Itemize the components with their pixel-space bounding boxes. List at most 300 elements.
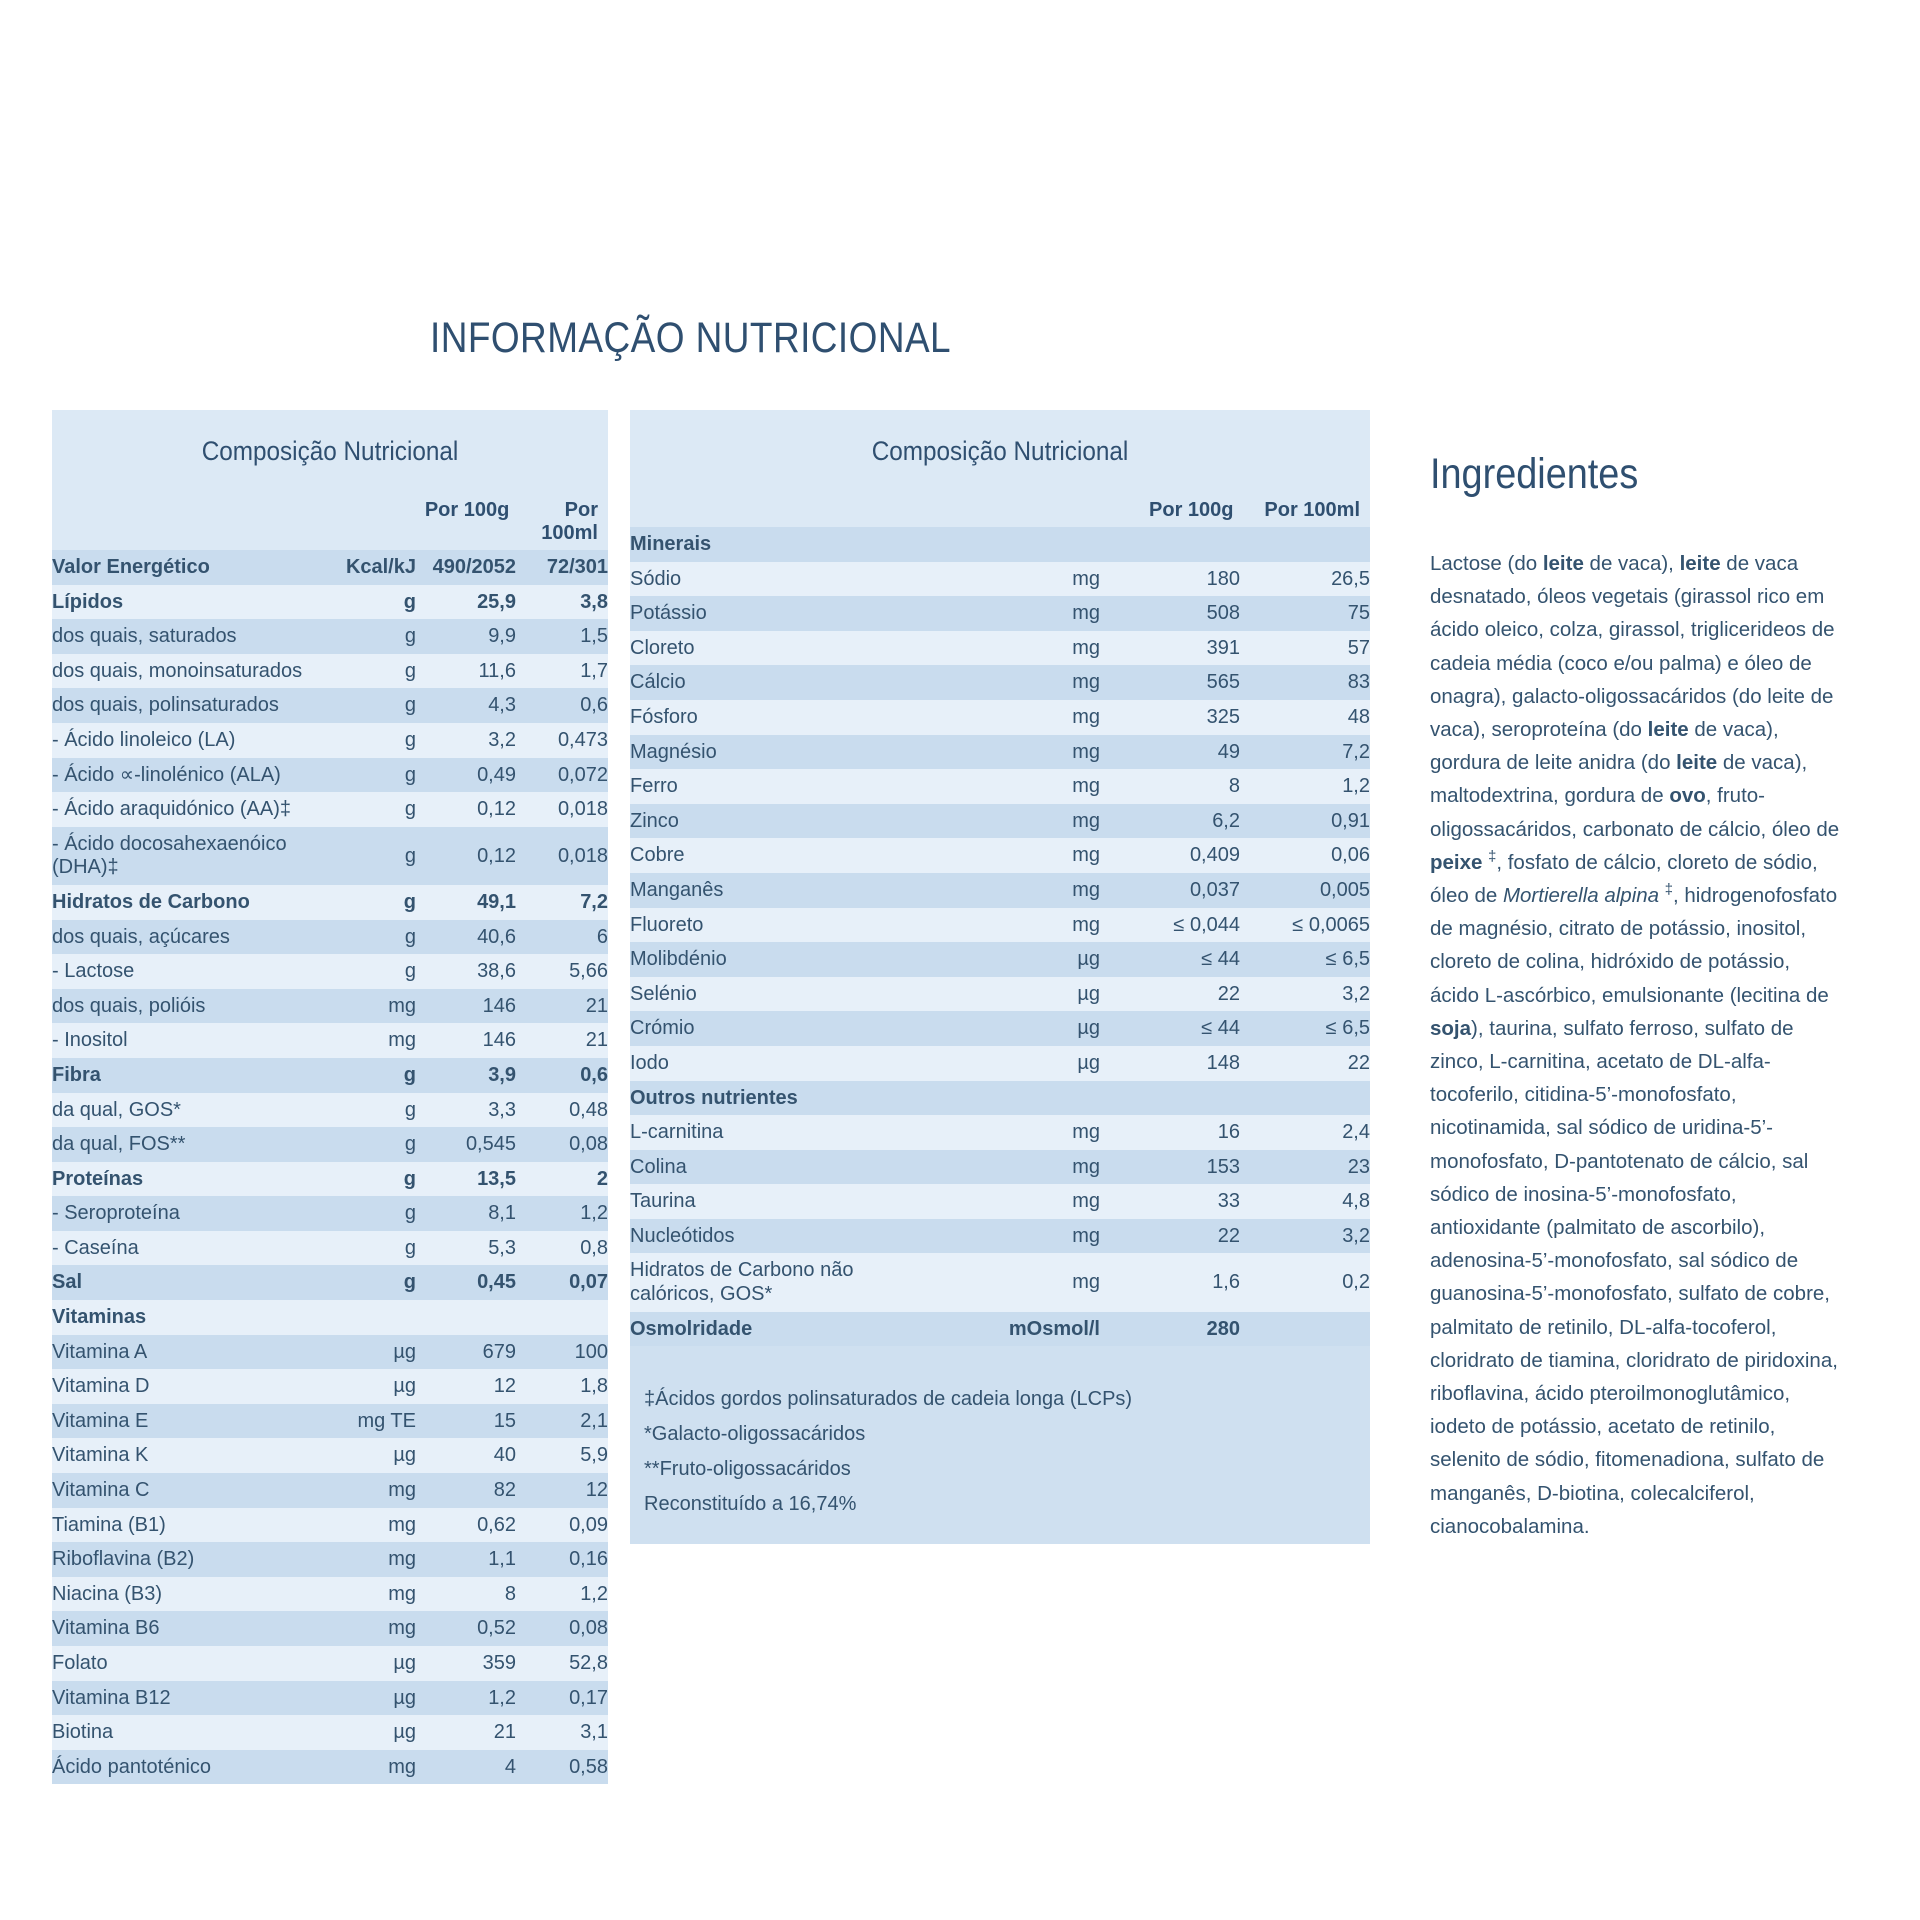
nutrition-table-right (630, 527, 1370, 1346)
row-unit: g (342, 920, 416, 955)
table-row (52, 1438, 608, 1473)
row-nutrient-name: Manganês (630, 873, 940, 908)
row-value-per-100ml: ≤ 6,5 (1240, 1011, 1370, 1046)
row-nutrient-name: Cloreto (630, 631, 940, 666)
table-row (630, 977, 1370, 1012)
row-value-per-100ml: 100 (516, 1335, 608, 1370)
row-unit: g (342, 827, 416, 885)
table-row (52, 1093, 608, 1128)
row-value-per-100ml: 0,17 (516, 1681, 608, 1716)
row-nutrient-name: Proteínas (52, 1162, 342, 1197)
row-nutrient-name: Minerais (630, 527, 940, 562)
row-value-per-100g: 22 (1100, 1219, 1240, 1254)
row-value-per-100g: 0,409 (1100, 838, 1240, 873)
row-value-per-100ml: 7,2 (516, 885, 608, 920)
table-row (630, 1115, 1370, 1150)
nutrition-table-left-panel (52, 410, 608, 1784)
row-value-per-100g: 146 (416, 989, 516, 1024)
row-nutrient-name: da qual, FOS** (52, 1127, 342, 1162)
row-value-per-100g: 82 (416, 1473, 516, 1508)
row-unit: g (342, 619, 416, 654)
notes-spacer (644, 1372, 1370, 1382)
table-row (52, 688, 608, 723)
row-value-per-100g: 280 (1100, 1312, 1240, 1347)
row-value-per-100ml: 0,018 (516, 792, 608, 827)
table-row (630, 1312, 1370, 1347)
footnote-line: **Fruto-oligossacáridos (644, 1458, 851, 1481)
table-row (52, 1335, 608, 1370)
row-value-per-100g: 1,6 (1100, 1253, 1240, 1311)
row-value-per-100ml: 7,2 (1240, 735, 1370, 770)
row-nutrient-name: - Ácido araquidónico (AA)‡ (52, 792, 342, 827)
table-row (52, 1508, 608, 1543)
row-value-per-100g: 153 (1100, 1150, 1240, 1185)
row-value-per-100ml (516, 1300, 608, 1335)
row-unit: µg (940, 1011, 1100, 1046)
row-nutrient-name: da qual, GOS* (52, 1093, 342, 1128)
row-unit: mg (940, 1115, 1100, 1150)
table-row (630, 1081, 1370, 1116)
row-value-per-100g: 0,49 (416, 758, 516, 793)
row-nutrient-name: Biotina (52, 1715, 342, 1750)
row-nutrient-name: Vitamina K (52, 1438, 342, 1473)
row-value-per-100ml: 0,06 (1240, 838, 1370, 873)
row-value-per-100ml: 48 (1240, 700, 1370, 735)
row-value-per-100g (1100, 1081, 1240, 1116)
row-value-per-100ml: 0,473 (516, 723, 608, 758)
row-value-per-100g: 21 (416, 1715, 516, 1750)
row-unit: mg (940, 1219, 1100, 1254)
table-row (52, 1577, 608, 1612)
row-value-per-100ml: 0,6 (516, 688, 608, 723)
table-row (52, 758, 608, 793)
row-unit: g (342, 1127, 416, 1162)
row-unit: mg (342, 1023, 416, 1058)
row-value-per-100g: 325 (1100, 700, 1240, 735)
table-row (630, 873, 1370, 908)
table-row (52, 1646, 608, 1681)
row-unit: mg (342, 1508, 416, 1543)
row-nutrient-name: Valor Energético (52, 550, 342, 585)
table-left-caption: Composição Nutricional (201, 436, 459, 466)
row-unit: mg (940, 873, 1100, 908)
row-value-per-100g: 508 (1100, 596, 1240, 631)
table-row (630, 804, 1370, 839)
column-header-per-100g: Por 100g (1149, 499, 1234, 521)
row-unit (940, 1081, 1100, 1116)
row-unit: mg (342, 1577, 416, 1612)
row-value-per-100g: ≤ 0,044 (1100, 908, 1240, 943)
row-value-per-100ml: 21 (516, 989, 608, 1024)
row-value-per-100g: 359 (416, 1646, 516, 1681)
row-value-per-100g: 49,1 (416, 885, 516, 920)
row-value-per-100ml: 3,2 (1240, 977, 1370, 1012)
row-value-per-100ml: 0,91 (1240, 804, 1370, 839)
row-value-per-100ml: 0,2 (1240, 1253, 1370, 1311)
row-value-per-100g: 9,9 (416, 619, 516, 654)
row-nutrient-name: - Ácido ∝-linolénico (ALA) (52, 758, 342, 793)
row-unit: µg (342, 1369, 416, 1404)
row-value-per-100g: 3,9 (416, 1058, 516, 1093)
table-row (52, 1369, 608, 1404)
table-row (630, 700, 1370, 735)
row-value-per-100g: 565 (1100, 665, 1240, 700)
row-value-per-100g: 12 (416, 1369, 516, 1404)
row-unit: g (342, 1058, 416, 1093)
table-row (52, 885, 608, 920)
row-value-per-100g: 148 (1100, 1046, 1240, 1081)
table-row (52, 1196, 608, 1231)
row-value-per-100ml: 1,2 (1240, 769, 1370, 804)
table-row (630, 527, 1370, 562)
row-value-per-100ml: 5,66 (516, 954, 608, 989)
page-title: INFORMAÇÃO NUTRICIONAL (430, 314, 952, 362)
row-nutrient-name: Ácido pantoténico (52, 1750, 342, 1785)
row-unit: mg (940, 908, 1100, 943)
row-nutrient-name: dos quais, monoinsaturados (52, 654, 342, 689)
row-nutrient-name: Molibdénio (630, 942, 940, 977)
row-value-per-100ml: 0,07 (516, 1265, 608, 1300)
column-header-unit (342, 499, 413, 545)
row-unit (342, 1300, 416, 1335)
row-nutrient-name: dos quais, saturados (52, 619, 342, 654)
table-row (630, 769, 1370, 804)
row-nutrient-name: Fibra (52, 1058, 342, 1093)
row-unit: µg (342, 1646, 416, 1681)
table-row (52, 792, 608, 827)
row-value-per-100ml (1240, 1312, 1370, 1347)
row-unit: g (342, 1162, 416, 1197)
row-nutrient-name: Sódio (630, 562, 940, 597)
row-nutrient-name: Nucleótidos (630, 1219, 940, 1254)
row-nutrient-name: Outros nutrientes (630, 1081, 940, 1116)
row-value-per-100ml: 23 (1240, 1150, 1370, 1185)
row-value-per-100g: 38,6 (416, 954, 516, 989)
row-value-per-100ml: 0,6 (516, 1058, 608, 1093)
row-nutrient-name: Selénio (630, 977, 940, 1012)
row-nutrient-name: - Ácido docosahexaenóico (DHA)‡ (52, 827, 342, 885)
row-value-per-100g: 11,6 (416, 654, 516, 689)
table-row (630, 596, 1370, 631)
row-unit: g (342, 1265, 416, 1300)
row-nutrient-name: Zinco (630, 804, 940, 839)
row-nutrient-name: Folato (52, 1646, 342, 1681)
row-unit: mg (940, 596, 1100, 631)
column-header-name (640, 499, 942, 522)
row-unit: µg (342, 1681, 416, 1716)
row-value-per-100ml: 0,8 (516, 1231, 608, 1266)
row-nutrient-name: Vitamina A (52, 1335, 342, 1370)
table-row (52, 1162, 608, 1197)
row-unit: mg (940, 1184, 1100, 1219)
row-unit: mg (940, 700, 1100, 735)
row-unit: g (342, 585, 416, 620)
row-unit: mg TE (342, 1404, 416, 1439)
row-unit: g (342, 885, 416, 920)
row-value-per-100ml: ≤ 6,5 (1240, 942, 1370, 977)
table-row (52, 1023, 608, 1058)
row-value-per-100ml: 3,1 (516, 1715, 608, 1750)
row-value-per-100ml: 0,08 (516, 1611, 608, 1646)
row-unit: mg (940, 769, 1100, 804)
table-row (630, 735, 1370, 770)
row-unit: mg (940, 1150, 1100, 1185)
table-row (52, 1231, 608, 1266)
row-nutrient-name: Vitamina B12 (52, 1681, 342, 1716)
table-row (630, 1184, 1370, 1219)
row-nutrient-name: Vitamina D (52, 1369, 342, 1404)
table-row (52, 1127, 608, 1162)
row-value-per-100ml: 0,005 (1240, 873, 1370, 908)
row-value-per-100ml: ≤ 0,0065 (1240, 908, 1370, 943)
row-unit: g (342, 1093, 416, 1128)
footnote-line: ‡Ácidos gordos polinsaturados de cadeia longa (LCPs) (644, 1388, 1133, 1411)
row-nutrient-name: Potássio (630, 596, 940, 631)
row-value-per-100ml (1240, 1081, 1370, 1116)
row-unit: µg (940, 942, 1100, 977)
row-value-per-100g: 0,52 (416, 1611, 516, 1646)
table-row (52, 954, 608, 989)
row-unit: mg (940, 804, 1100, 839)
ingredients-panel (1430, 450, 1840, 1543)
row-value-per-100ml: 2,1 (516, 1404, 608, 1439)
ingredients-heading: Ingredientes (1430, 450, 1639, 498)
table-row (630, 1219, 1370, 1254)
row-value-per-100ml: 1,2 (516, 1577, 608, 1612)
row-nutrient-name: Lípidos (52, 585, 342, 620)
table-row (52, 723, 608, 758)
row-value-per-100ml: 4,8 (1240, 1184, 1370, 1219)
row-nutrient-name: Cálcio (630, 665, 940, 700)
row-unit: mg (940, 838, 1100, 873)
row-unit: g (342, 723, 416, 758)
row-unit: µg (342, 1715, 416, 1750)
row-unit: g (342, 758, 416, 793)
table-row (52, 1681, 608, 1716)
row-value-per-100g: ≤ 44 (1100, 942, 1240, 977)
row-nutrient-name: Cobre (630, 838, 940, 873)
row-value-per-100ml: 22 (1240, 1046, 1370, 1081)
table-row (630, 1046, 1370, 1081)
row-value-per-100ml: 75 (1240, 596, 1370, 631)
row-value-per-100g: 0,12 (416, 792, 516, 827)
row-value-per-100g: 16 (1100, 1115, 1240, 1150)
row-value-per-100g: 33 (1100, 1184, 1240, 1219)
row-nutrient-name: Hidratos de Carbono (52, 885, 342, 920)
table-row (52, 1300, 608, 1335)
row-unit: mg (342, 1473, 416, 1508)
row-unit: mg (342, 989, 416, 1024)
row-value-per-100g: 4,3 (416, 688, 516, 723)
row-value-per-100g: 40,6 (416, 920, 516, 955)
row-nutrient-name: L-carnitina (630, 1115, 940, 1150)
nutrition-table-right-panel (630, 410, 1370, 1544)
row-value-per-100g: 0,037 (1100, 873, 1240, 908)
row-nutrient-name: Ferro (630, 769, 940, 804)
row-nutrient-name: Hidratos de Carbono não calóricos, GOS* (630, 1253, 940, 1311)
row-unit: µg (940, 977, 1100, 1012)
row-unit: µg (940, 1046, 1100, 1081)
row-value-per-100ml: 2,4 (1240, 1115, 1370, 1150)
table-row (630, 1150, 1370, 1185)
row-nutrient-name: - Ácido linoleico (LA) (52, 723, 342, 758)
table-row (52, 1404, 608, 1439)
row-nutrient-name: Vitaminas (52, 1300, 342, 1335)
table-row (52, 1611, 608, 1646)
row-nutrient-name: Niacina (B3) (52, 1577, 342, 1612)
row-value-per-100g: 3,3 (416, 1093, 516, 1128)
table-row (52, 619, 608, 654)
row-value-per-100ml: 3,2 (1240, 1219, 1370, 1254)
table-row (630, 1253, 1370, 1311)
row-value-per-100g: 146 (416, 1023, 516, 1058)
table-row (630, 1011, 1370, 1046)
row-value-per-100g: 4 (416, 1750, 516, 1785)
column-header-per-100ml: Por 100ml (541, 499, 598, 544)
row-value-per-100g: 15 (416, 1404, 516, 1439)
row-unit: g (342, 792, 416, 827)
row-value-per-100ml: 72/301 (516, 550, 608, 585)
row-value-per-100g: 490/2052 (416, 550, 516, 585)
row-unit: g (342, 1196, 416, 1231)
row-value-per-100g: 5,3 (416, 1231, 516, 1266)
row-nutrient-name: Iodo (630, 1046, 940, 1081)
row-nutrient-name: Riboflavina (B2) (52, 1542, 342, 1577)
row-unit: µg (342, 1438, 416, 1473)
row-value-per-100ml: 5,9 (516, 1438, 608, 1473)
row-unit: mg (940, 735, 1100, 770)
row-nutrient-name: - Seroproteína (52, 1196, 342, 1231)
row-unit: g (342, 654, 416, 689)
row-value-per-100ml: 0,072 (516, 758, 608, 793)
table-footnotes (630, 1346, 1370, 1544)
table-row (52, 920, 608, 955)
footnote-line: Reconstituído a 16,74% (644, 1493, 857, 1516)
row-unit: mg (940, 631, 1100, 666)
table-row (630, 665, 1370, 700)
table-right-column-headers (630, 473, 1370, 527)
row-nutrient-name: - Lactose (52, 954, 342, 989)
row-value-per-100g: 25,9 (416, 585, 516, 620)
table-row (630, 562, 1370, 597)
row-nutrient-name: Vitamina B6 (52, 1611, 342, 1646)
row-value-per-100g: 6,2 (1100, 804, 1240, 839)
row-value-per-100g: 8,1 (416, 1196, 516, 1231)
row-nutrient-name: Fósforo (630, 700, 940, 735)
table-right-caption: Composição Nutricional (871, 436, 1129, 466)
row-nutrient-name: Vitamina E (52, 1404, 342, 1439)
column-header-name (62, 499, 342, 545)
row-unit: mg (342, 1542, 416, 1577)
row-value-per-100g: 679 (416, 1335, 516, 1370)
row-nutrient-name: dos quais, polióis (52, 989, 342, 1024)
row-unit: mg (940, 665, 1100, 700)
table-row (630, 631, 1370, 666)
row-unit: mg (940, 1253, 1100, 1311)
row-unit (940, 527, 1100, 562)
table-row (52, 827, 608, 885)
table-row (52, 1750, 608, 1785)
footnote-line: *Galacto-oligossacáridos (644, 1423, 866, 1446)
row-nutrient-name: Taurina (630, 1184, 940, 1219)
row-value-per-100ml: 52,8 (516, 1646, 608, 1681)
row-unit: g (342, 1231, 416, 1266)
row-nutrient-name: Vitamina C (52, 1473, 342, 1508)
table-row (52, 1265, 608, 1300)
table-row (52, 550, 608, 585)
row-value-per-100ml: 0,58 (516, 1750, 608, 1785)
column-header-per-100g: Por 100g (424, 499, 510, 521)
row-unit: mg (940, 562, 1100, 597)
row-value-per-100g: 0,62 (416, 1508, 516, 1543)
row-value-per-100ml (1240, 527, 1370, 562)
row-value-per-100g: ≤ 44 (1100, 1011, 1240, 1046)
row-unit: mg (342, 1611, 416, 1646)
row-value-per-100g: 0,45 (416, 1265, 516, 1300)
row-value-per-100ml: 57 (1240, 631, 1370, 666)
row-unit: Kcal/kJ (342, 550, 416, 585)
ingredients-text: Lactose (do leite de vaca), leite de vaca desnatado, óleos vegetais (girassol rico em ácido oleico, colza, girassol, triglicerideos de cadeia média (coco e/ou palma) e óleo de onagra), galacto-oligossacáridos (do leite de vaca), seroproteína (do leite de vaca), gordura de leite anidra (do leite de vaca), maltodextrina, gordura de ovo, fruto-oligossacáridos, carbonato de cálcio, óleo de peixe ‡, fosfato de cálcio, cloreto de sódio, óleo de Mortierella alpina ‡, hidrogenofosfato de magnésio, citrato de potássio, inositol, cloreto de colina, hidróxido de potássio, ácido L-ascórbico, emulsionante (lecitina de soja), taurina, sulfato ferroso, sulfato de zinco, L-carnitina, acetato de DL-alfa-tocoferilo, citidina-5’-monofosfato, nicotinamida, sal sódico de uridina-5’-monofosfato, D-pantotenato de cálcio, sal sódico de inosina-5’-monofosfato, antioxidante (palmitato de ascorbilo), adenosina-5’-monofosfato, sal sódico de guanosina-5’-monofosfato, sulfato de cobre, palmitato de retinilo, DL-alfa-tocoferol, cloridrato de tiamina, cloridrato de piridoxina, riboflavina, ácido pteroilmonoglutâmico, iodeto de potássio, acetato de retinilo, selenito de sódio, fitomenadiona, sulfato de manganês, D-biotina, colecalciferol, cianocobalamina. (1430, 552, 1840, 1538)
row-value-per-100g: 1,1 (416, 1542, 516, 1577)
row-value-per-100g: 40 (416, 1438, 516, 1473)
row-nutrient-name: Fluoreto (630, 908, 940, 943)
column-header-unit (942, 499, 1098, 522)
row-value-per-100ml: 1,2 (516, 1196, 608, 1231)
row-value-per-100g: 0,12 (416, 827, 516, 885)
row-value-per-100g: 0,545 (416, 1127, 516, 1162)
table-row (52, 1473, 608, 1508)
row-nutrient-name: Tiamina (B1) (52, 1508, 342, 1543)
row-value-per-100ml: 0,48 (516, 1093, 608, 1128)
row-value-per-100ml: 83 (1240, 665, 1370, 700)
row-nutrient-name: dos quais, açúcares (52, 920, 342, 955)
row-nutrient-name: Colina (630, 1150, 940, 1185)
nutrition-table-left (52, 550, 608, 1784)
row-value-per-100g: 3,2 (416, 723, 516, 758)
row-nutrient-name: Osmolridade (630, 1312, 940, 1347)
table-row (630, 942, 1370, 977)
row-value-per-100ml: 3,8 (516, 585, 608, 620)
row-value-per-100g: 49 (1100, 735, 1240, 770)
row-unit: g (342, 954, 416, 989)
row-value-per-100ml: 0,16 (516, 1542, 608, 1577)
table-row (52, 1715, 608, 1750)
row-unit: g (342, 688, 416, 723)
row-value-per-100g: 391 (1100, 631, 1240, 666)
row-value-per-100ml: 2 (516, 1162, 608, 1197)
table-row (52, 1058, 608, 1093)
row-nutrient-name: - Caseína (52, 1231, 342, 1266)
row-value-per-100g: 1,2 (416, 1681, 516, 1716)
row-value-per-100ml: 0,018 (516, 827, 608, 885)
table-row (52, 989, 608, 1024)
row-value-per-100g: 13,5 (416, 1162, 516, 1197)
table-row (52, 654, 608, 689)
row-value-per-100ml: 0,08 (516, 1127, 608, 1162)
row-value-per-100ml: 1,7 (516, 654, 608, 689)
table-row (630, 908, 1370, 943)
table-row (630, 838, 1370, 873)
row-nutrient-name: Crómio (630, 1011, 940, 1046)
row-value-per-100ml: 1,5 (516, 619, 608, 654)
row-value-per-100ml: 6 (516, 920, 608, 955)
row-unit: µg (342, 1335, 416, 1370)
row-value-per-100ml: 12 (516, 1473, 608, 1508)
row-value-per-100g (416, 1300, 516, 1335)
row-value-per-100ml: 0,09 (516, 1508, 608, 1543)
row-value-per-100ml: 26,5 (1240, 562, 1370, 597)
row-unit: mOsmol/l (940, 1312, 1100, 1347)
